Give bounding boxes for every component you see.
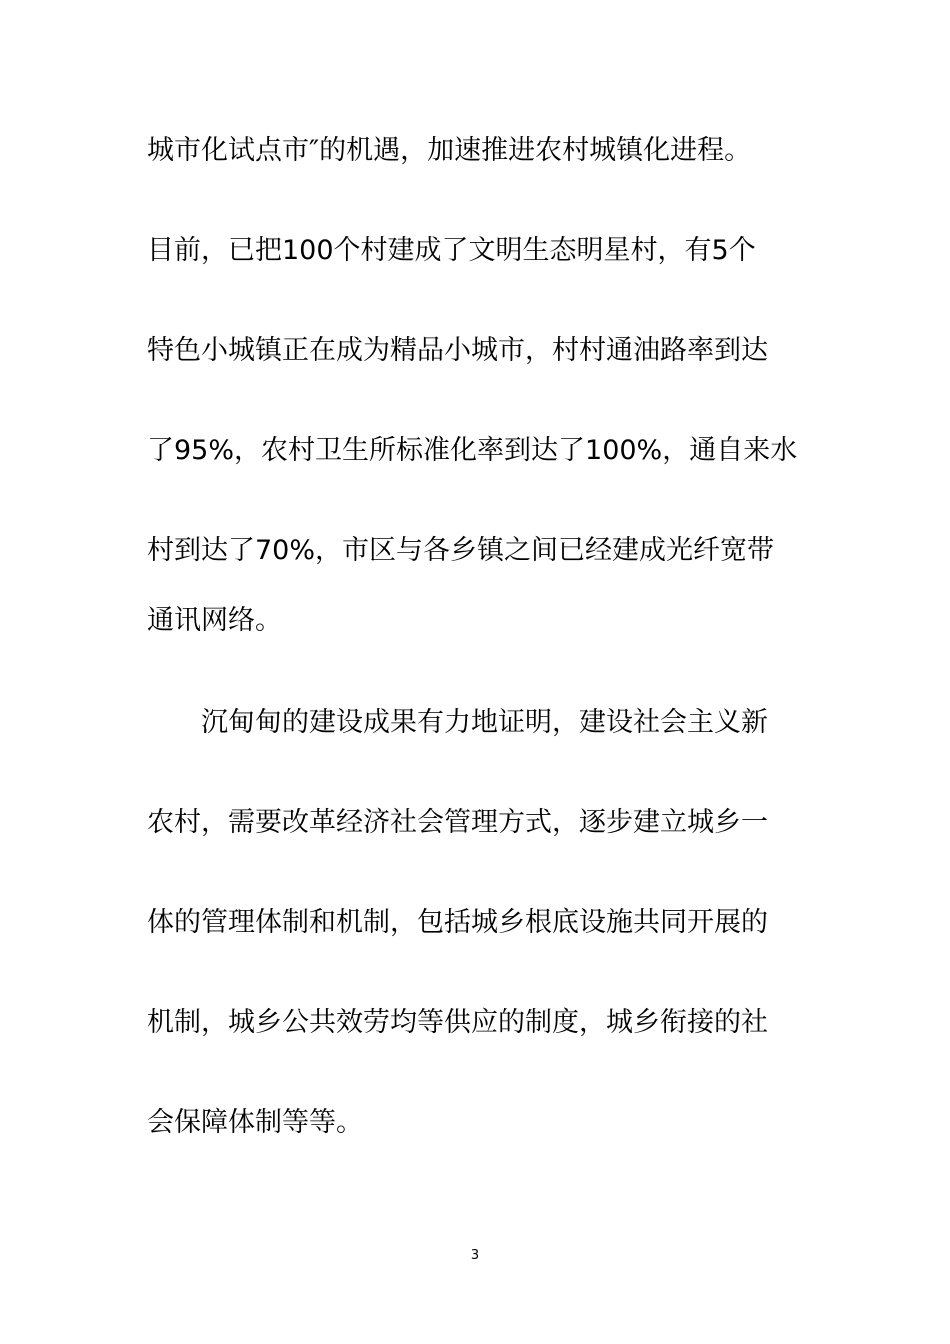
paragraph-1-line-5: 村到达了70%，市区与各乡镇之间已经建成光纤宽带 bbox=[147, 535, 775, 566]
paragraph-2-line-4: 机制，城乡公共效劳均等供应的制度，城乡衔接的社 bbox=[147, 1007, 768, 1038]
paragraph-1-line-2: 目前，已把100个村建成了文明生态明星村，有5个 bbox=[147, 235, 756, 266]
paragraph-1-line-4: 了95%，农村卫生所标准化率到达了100%，通自来水 bbox=[147, 435, 798, 466]
paragraph-1-line-3: 特色小城镇正在成为精品小城市，村村通油路率到达 bbox=[147, 335, 768, 366]
paragraph-2-line-1: 沉甸甸的建设成果有力地证明，建设社会主义新 bbox=[201, 707, 768, 738]
paragraph-1-line-6: 通讯网络。 bbox=[147, 605, 282, 636]
paragraph-2-line-3: 体的管理体制和机制，包括城乡根底设施共同开展的 bbox=[147, 907, 768, 938]
paragraph-1-line-1: 城市化试点市″的机遇，加速推进农村城镇化进程。 bbox=[147, 135, 752, 166]
paragraph-2-line-2: 农村，需要改革经济社会管理方式，逐步建立城乡一 bbox=[147, 807, 768, 838]
paragraph-2-line-5: 会保障体制等等。 bbox=[147, 1107, 363, 1138]
page-number: 3 bbox=[470, 1248, 480, 1263]
